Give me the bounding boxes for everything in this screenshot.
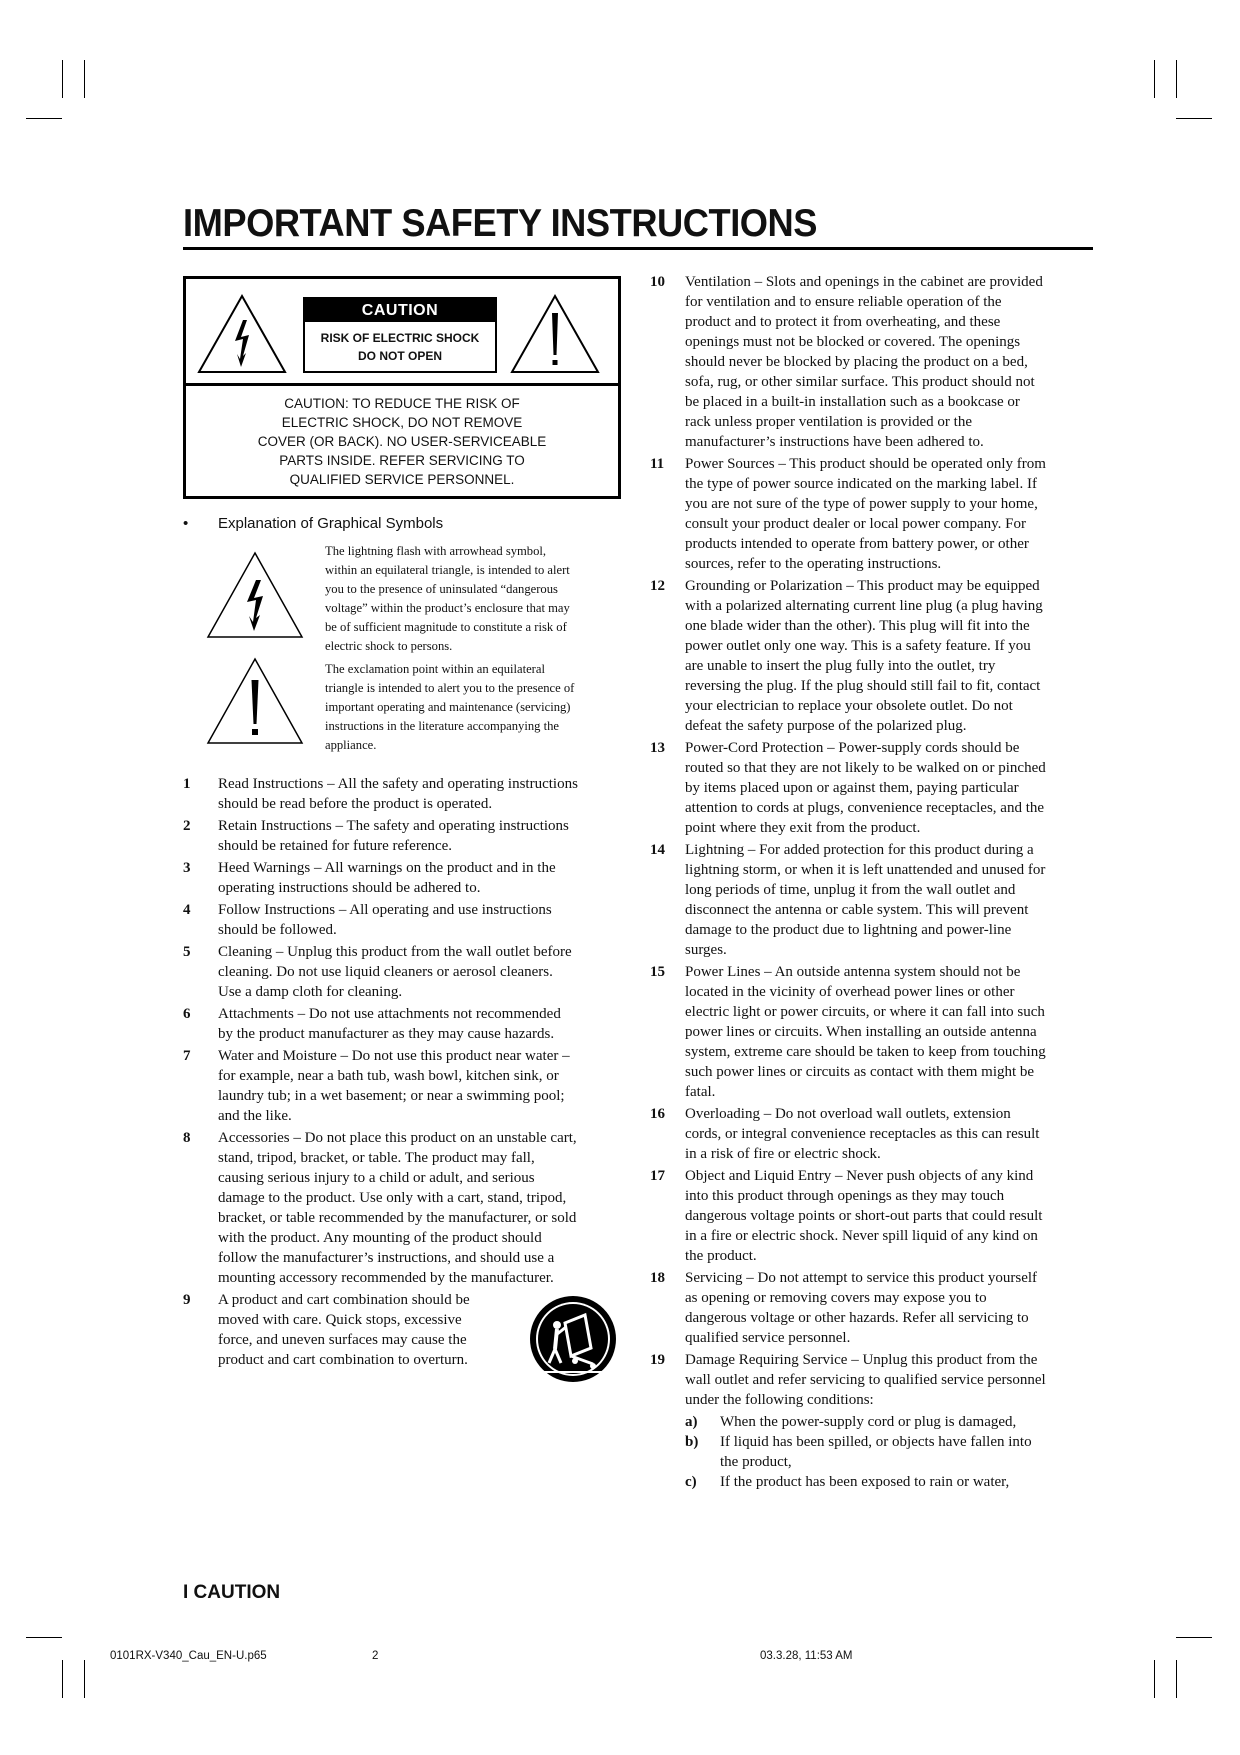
item-line: damage to the product due to lightning and power-line	[685, 922, 1012, 938]
item-line: Power Sources – This product should be operated only from	[685, 456, 1046, 472]
crop-mark	[1154, 1660, 1155, 1698]
item-line: product and to protect it from overheating, and these	[685, 314, 1001, 330]
caution-text-line: CAUTION: TO REDUCE THE RISK OF	[284, 396, 520, 411]
item-line: damage to the product. Use only with a cart, stand, tripod,	[218, 1190, 567, 1206]
explanation-line: appliance.	[325, 738, 377, 752]
item-line: surges.	[685, 942, 727, 958]
item-line: sofa, rug, or other similar surface. This product should not	[685, 374, 1035, 390]
item-line: Damage Requiring Service – Unplug this product from the	[685, 1352, 1038, 1368]
item-line: cleaning. Do not use liquid cleaners or aerosol cleaners.	[218, 964, 553, 980]
item-line: rack unless proper ventilation is provided or the	[685, 414, 973, 430]
crop-mark	[1176, 1660, 1177, 1698]
item-line: causing serious injury to a child or adult, and serious	[218, 1170, 535, 1186]
item-line: Heed Warnings – All warnings on the product and in the	[218, 860, 556, 876]
lightning-explanation	[325, 542, 620, 656]
item-line: routed so that they are not likely to be walked on or pinched	[685, 760, 1046, 776]
sub-item-letter: a)	[685, 1414, 698, 1430]
item-number: 16	[650, 1106, 665, 1122]
item-line: lightning storm, or when it is left unattended and unused for	[685, 862, 1046, 878]
item-line: If liquid has been spilled, or objects have fallen into	[720, 1434, 1032, 1450]
item-line: by the product manufacturer as they may cause hazards.	[218, 1026, 555, 1042]
item-number: 8	[183, 1130, 191, 1146]
item-line: point where they exit from the product.	[685, 820, 921, 836]
item-line: in a fire or electric shock. Never spill liquid of any kind on	[685, 1228, 1038, 1244]
item-line: into this product through openings as they may touch	[685, 1188, 1005, 1204]
item-line: are unable to insert the plug fully into the outlet, try	[685, 658, 996, 674]
crop-mark	[1154, 60, 1155, 98]
item-line: you are not sure of the type of power supply to your home,	[685, 496, 1038, 512]
crop-mark	[26, 1637, 62, 1638]
item-line: your electrician to replace your obsolete outlet. Do not	[685, 698, 1013, 714]
item-number: 12	[650, 578, 665, 594]
item-line: should be followed.	[218, 922, 337, 938]
crop-mark	[26, 118, 62, 119]
exclamation-triangle-icon	[509, 293, 601, 375]
item-line: located in the vicinity of overhead power lines or other	[685, 984, 1015, 1000]
symbols-heading-text: Explanation of Graphical Symbols	[218, 515, 444, 532]
item-line: dangerous voltage points or short-out parts that could result	[685, 1208, 1043, 1224]
item-line: sources, refer to the operating instructions.	[685, 556, 942, 572]
item-number: 15	[650, 964, 665, 980]
item-number: 14	[650, 842, 665, 858]
explanation-line: you to the presence of uninsulated “dangerous	[325, 582, 558, 596]
item-line: operating instructions should be adhered to.	[218, 880, 481, 896]
lightning-triangle-icon	[196, 293, 288, 375]
crop-mark	[1176, 60, 1177, 98]
item-line: and the like.	[218, 1108, 292, 1124]
item-line: electric light or power circuits, or where it can fall into such	[685, 1004, 1045, 1020]
item-line: Overloading – Do not overload wall outlets, extension	[685, 1106, 1011, 1122]
item-number: 13	[650, 740, 665, 756]
item-line: the type of power source indicated on the marking label. If	[685, 476, 1037, 492]
item-line: Use a damp cloth for cleaning.	[218, 984, 403, 1000]
item-line: the product.	[685, 1248, 757, 1264]
item-line: bracket, or table recommended by the manufacturer, or sold	[218, 1210, 577, 1226]
explanation-line: The exclamation point within an equilateral	[325, 662, 545, 676]
caution-text-line: COVER (OR BACK). NO USER-SERVICEABLE	[257, 434, 547, 449]
lightning-symbol-icon	[205, 550, 305, 640]
explanation-line: electric shock to persons.	[325, 639, 453, 653]
item-line: Retain Instructions – The safety and operating instructions	[218, 818, 569, 834]
item-line: force, and uneven surfaces may cause the	[218, 1332, 467, 1348]
item-number: 6	[183, 1006, 191, 1022]
item-number: 7	[183, 1048, 191, 1064]
item-line: stand, tripod, bracket, or table. The product may fall,	[218, 1150, 535, 1166]
crop-mark	[62, 1660, 63, 1698]
item-line: should be read before the product is operated.	[218, 796, 493, 812]
caution-text-line: PARTS INSIDE. REFER SERVICING TO	[279, 453, 525, 468]
item-line: by items placed upon or against them, paying particular	[685, 780, 1019, 796]
item-line: product and cart combination to overturn.	[218, 1352, 468, 1368]
item-line: under the following conditions:	[685, 1392, 874, 1408]
item-line: products intended to operate from battery power, or other	[685, 536, 1029, 552]
item-number: 11	[650, 456, 665, 472]
item-line: Power-Cord Protection – Power-supply cords should be	[685, 740, 1020, 756]
item-line: dangerous voltage or other hazards. Refer all servicing to	[685, 1310, 1029, 1326]
page-number: 2	[372, 1650, 379, 1662]
caution-box	[183, 276, 621, 499]
crop-mark	[84, 60, 85, 98]
item-line: qualified service personnel.	[685, 1330, 851, 1346]
cart-warning-icon	[527, 1293, 619, 1385]
item-line: power outlet only one way. This is a safety feature. If you	[685, 638, 1031, 654]
item-line: Grounding or Polarization – This product may be equipped	[685, 578, 1040, 594]
item-line: laundry tub; in a wet basement; or near a swimming pool;	[218, 1088, 565, 1104]
item-number: 9	[183, 1292, 191, 1308]
explanation-line: The lightning flash with arrowhead symbol,	[325, 544, 547, 558]
caution-label	[303, 297, 497, 373]
item-line: such power lines or circuits as contact with them might be	[685, 1064, 1035, 1080]
exclamation-explanation	[325, 660, 620, 755]
item-line: A product and cart combination should be	[218, 1292, 470, 1308]
crop-mark	[84, 1660, 85, 1698]
explanation-line: instructions in the literature accompanying the	[325, 719, 559, 733]
item-line: wall outlet and refer servicing to qualified service personnel	[685, 1372, 1046, 1388]
page-title: IMPORTANT SAFETY INSTRUCTIONS	[183, 202, 818, 245]
caution-text	[186, 394, 618, 489]
item-line: cords, or integral convenience receptacles as this can result	[685, 1126, 1040, 1142]
item-line: be placed in a built-in installation such as a bookcase or	[685, 394, 1020, 410]
caution-heading: CAUTION	[305, 299, 495, 322]
item-line: manufacturer’s instructions have been adhered to.	[685, 434, 984, 450]
item-line: in a risk of fire or electric shock.	[685, 1146, 881, 1162]
item-line: reversing the plug. If the plug should still fail to fit, contact	[685, 678, 1041, 694]
item-line: for ventilation and to ensure reliable operation of the	[685, 294, 1002, 310]
item-line: Water and Moisture – Do not use this product near water –	[218, 1048, 570, 1064]
explanation-line: be of sufficient magnitude to constitute a risk of	[325, 620, 567, 634]
warning-line-1: RISK OF ELECTRIC SHOCK	[320, 331, 480, 345]
item-number: 3	[183, 860, 191, 876]
item-line: mounting accessory recommended by the manufacturer.	[218, 1270, 554, 1286]
caution-box-divider	[186, 383, 618, 386]
section-label: I CAUTION	[183, 1582, 281, 1603]
item-line: When the power-supply cord or plug is damaged,	[720, 1414, 1017, 1430]
item-line: Cleaning – Unplug this product from the wall outlet before	[218, 944, 572, 960]
item-line: power lines or circuits. When installing an outside antenna	[685, 1024, 1037, 1040]
item-line: moved with care. Quick stops, excessive	[218, 1312, 462, 1328]
item-line: should never be blocked by placing the product on a bed,	[685, 354, 1028, 370]
item-number: 4	[183, 902, 191, 918]
file-name: 0101RX-V340_Cau_EN-U.p65	[110, 1650, 267, 1662]
item-line: attention to cords at plugs, convenience receptacles, and the	[685, 800, 1045, 816]
item-line: Attachments – Do not use attachments not recommended	[218, 1006, 561, 1022]
item-line: with the product. Any mounting of the product should	[218, 1230, 542, 1246]
caution-text-line: QUALIFIED SERVICE PERSONNEL.	[289, 472, 515, 487]
title-rule	[183, 247, 1093, 250]
item-line: openings must not be blocked or covered. The openings	[685, 334, 1021, 350]
bullet: •	[183, 515, 189, 532]
item-line: Accessories – Do not place this product on an unstable cart,	[218, 1130, 577, 1146]
item-line: If the product has been exposed to rain or water,	[720, 1474, 1010, 1490]
explanation-line: voltage” within the product’s enclosure that may	[325, 601, 570, 615]
item-line: for example, near a bath tub, wash bowl, kitchen sink, or	[218, 1068, 559, 1084]
item-line: Ventilation – Slots and openings in the cabinet are provided	[685, 274, 1043, 290]
item-number: 19	[650, 1352, 665, 1368]
item-line: the product,	[720, 1454, 792, 1470]
item-line: Follow Instructions – All operating and use instructions	[218, 902, 552, 918]
warning-line-2: DO NOT OPEN	[357, 349, 442, 363]
crop-mark	[62, 60, 63, 98]
item-line: should be retained for future reference.	[218, 838, 453, 854]
item-line: Lightning – For added protection for this product during a	[685, 842, 1034, 858]
item-number: 10	[650, 274, 665, 290]
crop-mark	[1176, 1637, 1212, 1638]
crop-mark	[1176, 118, 1212, 119]
item-line: Object and Liquid Entry – Never push objects of any kind	[685, 1168, 1034, 1184]
item-line: long periods of time, unplug it from the wall outlet and	[685, 882, 1016, 898]
item-line: Servicing – Do not attempt to service this product yourself	[685, 1270, 1038, 1286]
sub-item-letter: c)	[685, 1474, 697, 1490]
item-line: follow the manufacturer’s instructions, and should use a	[218, 1250, 555, 1266]
item-number: 5	[183, 944, 191, 960]
item-number: 18	[650, 1270, 665, 1286]
item-number: 1	[183, 776, 191, 792]
item-number: 2	[183, 818, 191, 834]
item-line: fatal.	[685, 1084, 716, 1100]
explanation-line: triangle is intended to alert you to the presence of	[325, 681, 575, 695]
timestamp: 03.3.28, 11:53 AM	[760, 1650, 853, 1662]
item-line: with a polarized alternating current line plug (a plug having	[685, 598, 1043, 614]
item-line: disconnect the antenna or cable system. This will prevent	[685, 902, 1029, 918]
item-number: 17	[650, 1168, 665, 1184]
item-line: Power Lines – An outside antenna system should not be	[685, 964, 1021, 980]
exclamation-symbol-icon	[205, 656, 305, 746]
item-line: as opening or removing covers may expose you to	[685, 1290, 987, 1306]
caution-text-line: ELECTRIC SHOCK, DO NOT REMOVE	[281, 415, 523, 430]
item-line: Read Instructions – All the safety and operating instructions	[218, 776, 578, 792]
explanation-line: important operating and maintenance (servicing)	[325, 700, 571, 714]
item-line: consult your product dealer or local power company. For	[685, 516, 1027, 532]
item-line: defeat the safety purpose of the polarized plug.	[685, 718, 967, 734]
explanation-line: within an equilateral triangle, is intended to alert	[325, 563, 570, 577]
item-line: system, extreme care should be taken to keep from touching	[685, 1044, 1046, 1060]
item-line: one blade wider than the other). This plug will fit into the	[685, 618, 1030, 634]
sub-item-letter: b)	[685, 1434, 699, 1450]
